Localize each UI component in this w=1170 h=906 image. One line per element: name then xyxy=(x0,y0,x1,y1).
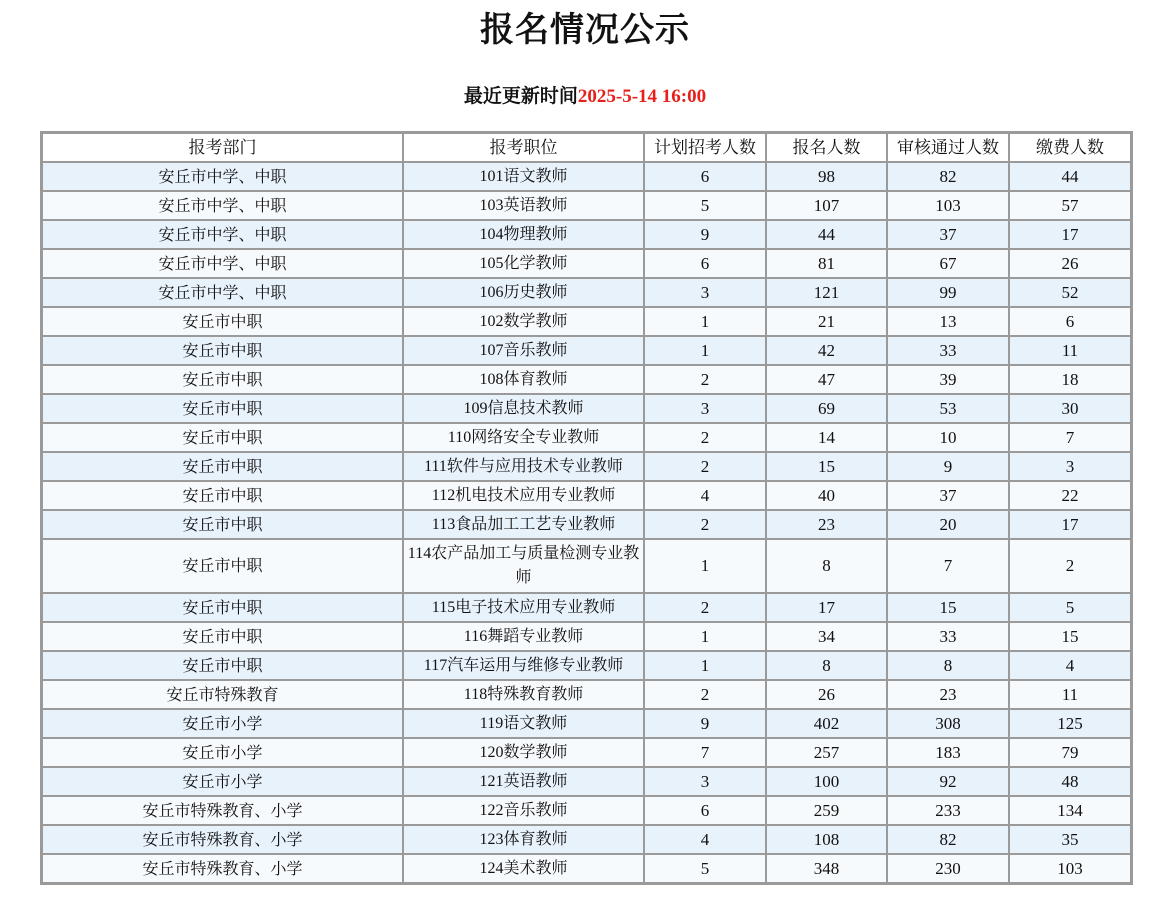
table-row xyxy=(42,825,1131,854)
cell-dept: 安丘市中学、中职 xyxy=(42,249,403,278)
table-row xyxy=(42,651,1131,680)
cell-position: 117汽车运用与维修专业教师 xyxy=(403,651,644,680)
cell-approved: 308 xyxy=(887,709,1009,738)
cell-applied: 98 xyxy=(766,162,887,191)
cell-applied: 348 xyxy=(766,854,887,883)
cell-plan: 4 xyxy=(644,481,766,510)
cell-approved: 82 xyxy=(887,162,1009,191)
cell-plan: 1 xyxy=(644,539,766,593)
cell-dept: 安丘市中职 xyxy=(42,423,403,452)
cell-approved: 9 xyxy=(887,452,1009,481)
cell-dept: 安丘市中学、中职 xyxy=(42,278,403,307)
table-row xyxy=(42,307,1131,336)
table-row xyxy=(42,593,1131,622)
cell-applied: 81 xyxy=(766,249,887,278)
cell-plan: 2 xyxy=(644,423,766,452)
cell-approved: 33 xyxy=(887,336,1009,365)
cell-applied: 23 xyxy=(766,510,887,539)
cell-applied: 17 xyxy=(766,593,887,622)
cell-plan: 5 xyxy=(644,854,766,883)
table-row xyxy=(42,539,1131,593)
cell-dept: 安丘市小学 xyxy=(42,738,403,767)
cell-paid: 7 xyxy=(1009,423,1131,452)
cell-approved: 15 xyxy=(887,593,1009,622)
table-row xyxy=(42,622,1131,651)
table-row xyxy=(42,220,1131,249)
cell-position: 101语文教师 xyxy=(403,162,644,191)
cell-dept: 安丘市小学 xyxy=(42,767,403,796)
cell-paid: 35 xyxy=(1009,825,1131,854)
update-label: 最近更新时间 xyxy=(463,85,578,107)
cell-plan: 9 xyxy=(644,709,766,738)
cell-paid: 103 xyxy=(1009,854,1131,883)
table-row xyxy=(42,767,1131,796)
cell-position: 116舞蹈专业教师 xyxy=(403,622,644,651)
cell-plan: 1 xyxy=(644,307,766,336)
cell-plan: 2 xyxy=(644,365,766,394)
cell-plan: 6 xyxy=(644,162,766,191)
cell-approved: 233 xyxy=(887,796,1009,825)
cell-dept: 安丘市中职 xyxy=(42,365,403,394)
cell-plan: 1 xyxy=(644,651,766,680)
cell-dept: 安丘市中职 xyxy=(42,307,403,336)
cell-applied: 259 xyxy=(766,796,887,825)
cell-plan: 5 xyxy=(644,191,766,220)
cell-applied: 257 xyxy=(766,738,887,767)
table-header xyxy=(42,133,1131,162)
cell-dept: 安丘市小学 xyxy=(42,709,403,738)
update-time: 2025-5-14 16:00 xyxy=(577,86,707,107)
update-line xyxy=(0,83,1170,110)
cell-paid: 79 xyxy=(1009,738,1131,767)
cell-position: 112机电技术应用专业教师 xyxy=(403,481,644,510)
cell-approved: 183 xyxy=(887,738,1009,767)
cell-paid: 22 xyxy=(1009,481,1131,510)
cell-position: 124美术教师 xyxy=(403,854,644,883)
cell-approved: 20 xyxy=(887,510,1009,539)
cell-plan: 6 xyxy=(644,796,766,825)
cell-applied: 21 xyxy=(766,307,887,336)
cell-approved: 13 xyxy=(887,307,1009,336)
cell-position: 119语文教师 xyxy=(403,709,644,738)
cell-position: 106历史教师 xyxy=(403,278,644,307)
cell-dept: 安丘市中职 xyxy=(42,336,403,365)
cell-paid: 125 xyxy=(1009,709,1131,738)
table-row xyxy=(42,191,1131,220)
table-row xyxy=(42,481,1131,510)
cell-paid: 30 xyxy=(1009,394,1131,423)
cell-applied: 42 xyxy=(766,336,887,365)
cell-approved: 230 xyxy=(887,854,1009,883)
cell-plan: 1 xyxy=(644,622,766,651)
header-position: 报考职位 xyxy=(403,133,644,162)
cell-dept: 安丘市特殊教育 xyxy=(42,680,403,709)
page-title: 报名情况公示 xyxy=(480,10,690,50)
cell-position: 104物理教师 xyxy=(403,220,644,249)
cell-paid: 26 xyxy=(1009,249,1131,278)
cell-approved: 99 xyxy=(887,278,1009,307)
cell-approved: 7 xyxy=(887,539,1009,593)
cell-paid: 6 xyxy=(1009,307,1131,336)
cell-paid: 57 xyxy=(1009,191,1131,220)
cell-paid: 15 xyxy=(1009,622,1131,651)
cell-plan: 9 xyxy=(644,220,766,249)
cell-applied: 8 xyxy=(766,651,887,680)
cell-paid: 17 xyxy=(1009,220,1131,249)
cell-applied: 14 xyxy=(766,423,887,452)
cell-dept: 安丘市中职 xyxy=(42,510,403,539)
cell-dept: 安丘市特殊教育、小学 xyxy=(42,796,403,825)
cell-applied: 100 xyxy=(766,767,887,796)
header-dept: 报考部门 xyxy=(42,133,403,162)
cell-approved: 33 xyxy=(887,622,1009,651)
cell-plan: 2 xyxy=(644,452,766,481)
cell-position: 113食品加工工艺专业教师 xyxy=(403,510,644,539)
table-row xyxy=(42,365,1131,394)
table-row xyxy=(42,162,1131,191)
cell-paid: 44 xyxy=(1009,162,1131,191)
cell-paid: 4 xyxy=(1009,651,1131,680)
cell-plan: 2 xyxy=(644,510,766,539)
cell-position: 107音乐教师 xyxy=(403,336,644,365)
cell-position: 108体育教师 xyxy=(403,365,644,394)
cell-approved: 37 xyxy=(887,481,1009,510)
cell-plan: 2 xyxy=(644,593,766,622)
table-row xyxy=(42,249,1131,278)
cell-position: 120数学教师 xyxy=(403,738,644,767)
cell-position: 114农产品加工与质量检测专业教师 xyxy=(403,539,644,593)
cell-paid: 18 xyxy=(1009,365,1131,394)
cell-dept: 安丘市中职 xyxy=(42,539,403,593)
header-row xyxy=(42,133,1131,162)
cell-approved: 82 xyxy=(887,825,1009,854)
cell-approved: 103 xyxy=(887,191,1009,220)
table-body xyxy=(42,162,1131,883)
cell-plan: 1 xyxy=(644,336,766,365)
cell-position: 110网络安全专业教师 xyxy=(403,423,644,452)
header-paid: 缴费人数 xyxy=(1009,133,1131,162)
cell-position: 109信息技术教师 xyxy=(403,394,644,423)
cell-approved: 67 xyxy=(887,249,1009,278)
cell-dept: 安丘市特殊教育、小学 xyxy=(42,825,403,854)
cell-applied: 108 xyxy=(766,825,887,854)
cell-paid: 48 xyxy=(1009,767,1131,796)
cell-position: 115电子技术应用专业教师 xyxy=(403,593,644,622)
cell-dept: 安丘市中职 xyxy=(42,481,403,510)
table-row xyxy=(42,278,1131,307)
cell-approved: 37 xyxy=(887,220,1009,249)
cell-applied: 44 xyxy=(766,220,887,249)
cell-position: 118特殊教育教师 xyxy=(403,680,644,709)
cell-dept: 安丘市特殊教育、小学 xyxy=(42,854,403,883)
cell-paid: 17 xyxy=(1009,510,1131,539)
cell-position: 121英语教师 xyxy=(403,767,644,796)
cell-dept: 安丘市中职 xyxy=(42,394,403,423)
table-row xyxy=(42,423,1131,452)
cell-paid: 52 xyxy=(1009,278,1131,307)
cell-dept: 安丘市中学、中职 xyxy=(42,220,403,249)
registration-table xyxy=(40,131,1133,885)
cell-position: 103英语教师 xyxy=(403,191,644,220)
cell-approved: 39 xyxy=(887,365,1009,394)
header-applied: 报名人数 xyxy=(766,133,887,162)
cell-applied: 40 xyxy=(766,481,887,510)
cell-paid: 3 xyxy=(1009,452,1131,481)
cell-approved: 10 xyxy=(887,423,1009,452)
cell-plan: 3 xyxy=(644,278,766,307)
cell-dept: 安丘市中职 xyxy=(42,452,403,481)
table-row xyxy=(42,452,1131,481)
cell-paid: 11 xyxy=(1009,680,1131,709)
cell-applied: 121 xyxy=(766,278,887,307)
cell-plan: 3 xyxy=(644,394,766,423)
cell-applied: 8 xyxy=(766,539,887,593)
cell-plan: 4 xyxy=(644,825,766,854)
cell-dept: 安丘市中职 xyxy=(42,622,403,651)
table-row xyxy=(42,796,1131,825)
cell-plan: 2 xyxy=(644,680,766,709)
cell-paid: 2 xyxy=(1009,539,1131,593)
table-row xyxy=(42,854,1131,883)
cell-approved: 53 xyxy=(887,394,1009,423)
table-row xyxy=(42,738,1131,767)
cell-paid: 5 xyxy=(1009,593,1131,622)
cell-position: 111软件与应用技术专业教师 xyxy=(403,452,644,481)
cell-plan: 7 xyxy=(644,738,766,767)
cell-applied: 34 xyxy=(766,622,887,651)
header-plan: 计划招考人数 xyxy=(644,133,766,162)
header-approved: 审核通过人数 xyxy=(887,133,1009,162)
cell-position: 123体育教师 xyxy=(403,825,644,854)
cell-dept: 安丘市中职 xyxy=(42,651,403,680)
table-row xyxy=(42,336,1131,365)
cell-plan: 3 xyxy=(644,767,766,796)
table-row xyxy=(42,510,1131,539)
table-row xyxy=(42,680,1131,709)
cell-approved: 23 xyxy=(887,680,1009,709)
cell-position: 105化学教师 xyxy=(403,249,644,278)
cell-applied: 47 xyxy=(766,365,887,394)
cell-position: 102数学教师 xyxy=(403,307,644,336)
cell-paid: 134 xyxy=(1009,796,1131,825)
cell-dept: 安丘市中学、中职 xyxy=(42,191,403,220)
cell-applied: 15 xyxy=(766,452,887,481)
table-row xyxy=(42,709,1131,738)
cell-applied: 69 xyxy=(766,394,887,423)
cell-approved: 92 xyxy=(887,767,1009,796)
cell-dept: 安丘市中职 xyxy=(42,593,403,622)
cell-applied: 402 xyxy=(766,709,887,738)
cell-applied: 26 xyxy=(766,680,887,709)
cell-position: 122音乐教师 xyxy=(403,796,644,825)
cell-approved: 8 xyxy=(887,651,1009,680)
table-row xyxy=(42,394,1131,423)
cell-plan: 6 xyxy=(644,249,766,278)
cell-paid: 11 xyxy=(1009,336,1131,365)
cell-applied: 107 xyxy=(766,191,887,220)
cell-dept: 安丘市中学、中职 xyxy=(42,162,403,191)
